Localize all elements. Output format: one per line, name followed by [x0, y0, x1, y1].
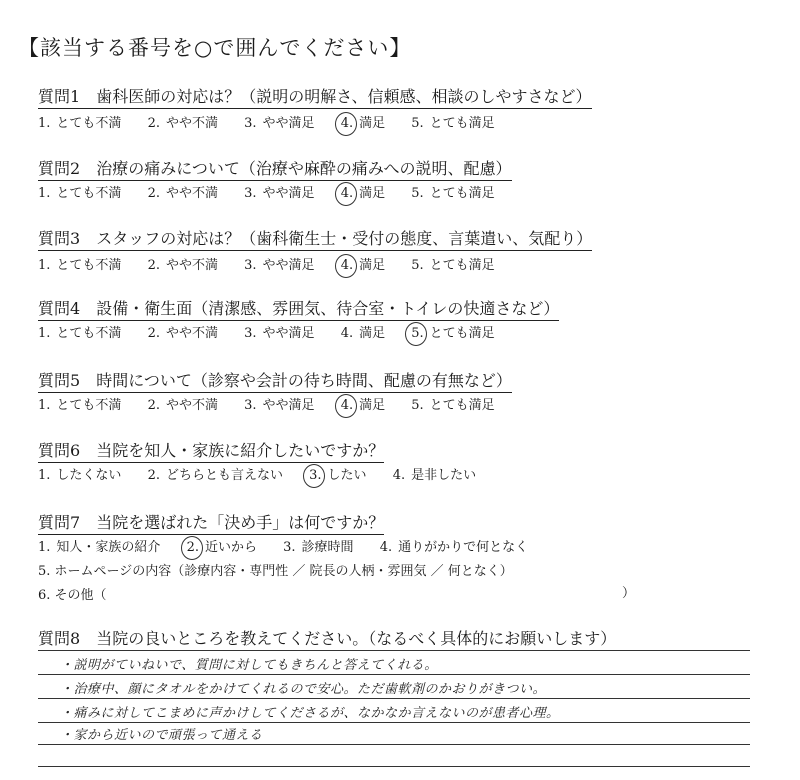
question-5-title	[38, 368, 512, 393]
q5-option-4-selected[interactable]: 4. 満足	[340, 398, 386, 413]
answer-rule-1	[38, 650, 750, 651]
answer-line-4: ・家から近いので頑張って通える	[60, 728, 263, 743]
q3-option-3[interactable]: 3. やや満足	[244, 258, 315, 273]
q1-option-3[interactable]: 3. やや満足	[244, 116, 315, 131]
q7-option-4[interactable]: 4. 通りがかりで何となく	[379, 540, 529, 555]
q1-option-4-selected[interactable]: 4. 満足	[340, 116, 386, 131]
q4-option-3[interactable]: 3. やや満足	[244, 326, 315, 341]
q3-option-1[interactable]: 1. とても不満	[38, 258, 122, 273]
question-4-text: 設備・衛生面（清潔感、雰囲気、待合室・トイレの快適さなど）	[96, 299, 560, 318]
answer-line-1: ・説明がていねいで、質問に対してもきちんと答えてくれる。	[60, 658, 438, 673]
q5-option-5[interactable]: 5. とても満足	[411, 398, 495, 413]
question-5-options	[38, 394, 517, 413]
question-3-title	[38, 226, 592, 251]
question-2-text: 治療の痛みについて（治療や麻酔の痛みへの説明、配慮）	[96, 159, 512, 178]
question-2-title	[38, 156, 512, 181]
q6-option-4[interactable]: 4. 是非したい	[392, 468, 477, 483]
q5-option-1[interactable]: 1. とても不満	[38, 398, 122, 413]
q4-option-5-selected[interactable]: 5. とても満足	[411, 326, 495, 341]
question-4-options	[38, 322, 517, 341]
q3-option-2[interactable]: 2. やや不満	[147, 258, 218, 273]
question-7-options	[38, 536, 550, 555]
answer-line-3: ・痛みに対してこまめに声かけしてくださるが、なかなか言えないのが患者心理。	[60, 706, 560, 721]
question-8-title	[38, 626, 616, 650]
question-1-number: 質問1	[38, 87, 81, 106]
question-4-title	[38, 296, 559, 321]
question-6-number: 質問6	[38, 441, 81, 460]
answer-rule-3	[38, 698, 750, 699]
q2-option-4-selected[interactable]: 4. 満足	[340, 186, 386, 201]
q7-option-2-selected[interactable]: 2. 近いから	[186, 540, 257, 555]
q1-option-5[interactable]: 5. とても満足	[411, 116, 495, 131]
q7-option-3[interactable]: 3. 診療時間	[283, 540, 354, 555]
q3-option-5[interactable]: 5. とても満足	[411, 258, 495, 273]
answer-line-2: ・治療中、顔にタオルをかけてくれるので安心。ただ歯軟剤のかおりがきつい。	[60, 682, 547, 697]
question-3-text: スタッフの対応は？（歯科衛生士・受付の態度、言葉遣い、気配り）	[96, 229, 593, 248]
answer-rule-6	[38, 766, 750, 767]
q2-option-5[interactable]: 5. とても満足	[411, 186, 495, 201]
question-2-options	[38, 182, 517, 201]
q7-other-close-paren: ）	[622, 586, 636, 601]
q7-option-6-line[interactable]: 6. その他（	[38, 588, 107, 603]
question-3-options	[38, 254, 517, 273]
q1-option-1[interactable]: 1. とても不満	[38, 116, 122, 131]
q2-option-1[interactable]: 1. とても不満	[38, 186, 122, 201]
question-4-number: 質問4	[38, 299, 81, 318]
answer-rule-4	[38, 722, 750, 723]
q5-option-3[interactable]: 3. やや満足	[244, 398, 315, 413]
question-6-options	[38, 464, 498, 483]
question-6-text: 当院を知人・家族に紹介したいですか？	[96, 441, 385, 460]
q5-option-2[interactable]: 2. やや不満	[147, 398, 218, 413]
question-7-number: 質問7	[38, 513, 81, 532]
q7-option-1[interactable]: 1. 知人・家族の紹介	[38, 540, 161, 555]
question-8-number: 質問8	[38, 629, 81, 648]
q1-option-2[interactable]: 2. やや不満	[147, 116, 218, 131]
q6-option-2[interactable]: 2. どちらとも言えない	[147, 468, 283, 483]
q6-option-3-selected[interactable]: 3. したい	[309, 468, 367, 483]
q7-option-5-line[interactable]: 5. ホームページの内容（診療内容・専門性 ／ 院長の人柄・雰囲気 ／ 何となく）	[38, 564, 513, 579]
question-1-options	[38, 112, 517, 131]
question-3-number: 質問3	[38, 229, 81, 248]
question-1-text: 歯科医師の対応は？（説明の明解さ、信頼感、相談のしやすさなど）	[96, 87, 592, 106]
q4-option-2[interactable]: 2. やや不満	[147, 326, 218, 341]
question-6-title	[38, 438, 384, 463]
answer-rule-5	[38, 744, 750, 745]
question-5-text: 時間について（診察や会計の待ち時間、配慮の有無など）	[96, 371, 512, 390]
question-7-text: 当院を選ばれた「決め手」は何ですか？	[96, 513, 385, 532]
q4-option-4[interactable]: 4. 満足	[340, 326, 386, 341]
q2-option-2[interactable]: 2. やや不満	[147, 186, 218, 201]
q4-option-1[interactable]: 1. とても不満	[38, 326, 122, 341]
q3-option-4-selected[interactable]: 4. 満足	[340, 258, 386, 273]
question-2-number: 質問2	[38, 159, 81, 178]
answer-rule-2	[38, 674, 750, 675]
q6-option-1[interactable]: 1. したくない	[38, 468, 122, 483]
q2-option-3[interactable]: 3. やや満足	[244, 186, 315, 201]
question-5-number: 質問5	[38, 371, 81, 390]
question-8-text: 当院の良いところを教えてください。（なるべく具体的にお願いします）	[96, 629, 617, 648]
question-1-title	[38, 84, 592, 109]
question-7-title	[38, 510, 384, 535]
survey-heading: 【該当する番号を○で囲んでください】	[18, 36, 412, 60]
